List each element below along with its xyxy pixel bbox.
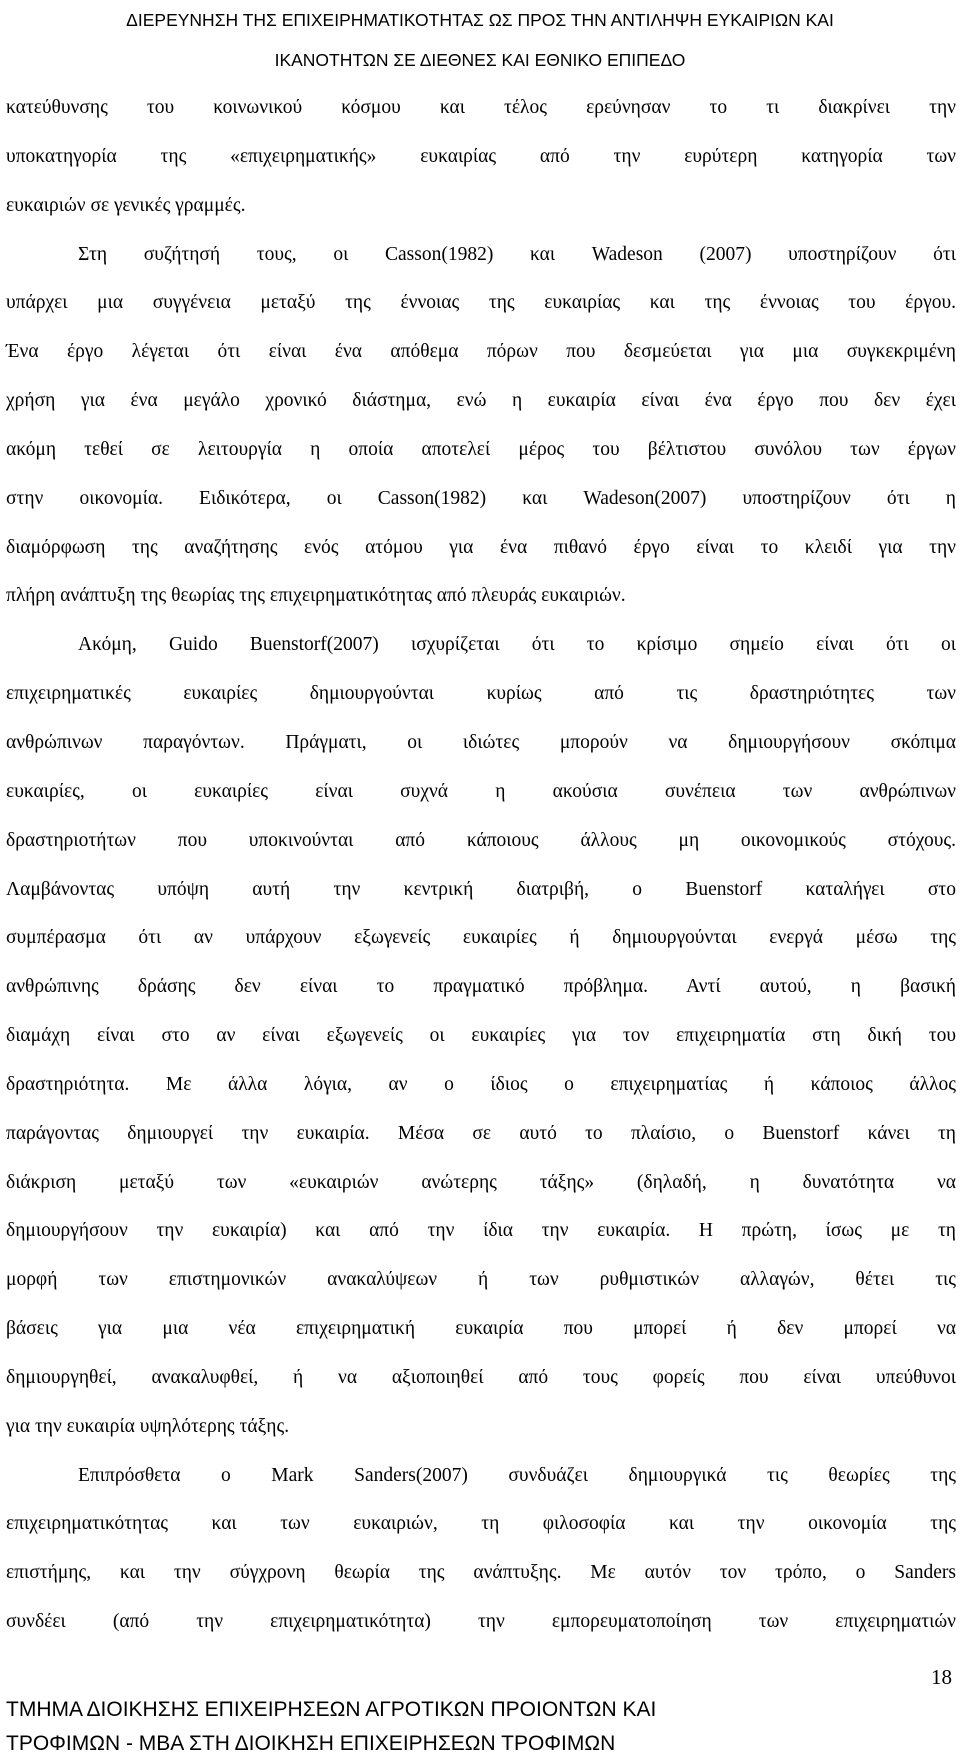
text-line: στην οικονομία. Ειδικότερα, οι Casson(1982) και Wadeson(2007) υποστηρίζουν ότι η: [6, 487, 956, 509]
text-line: δραστηριοτήτων που υποκινούνται από κάποιους άλλους μη οικονομικούς στόχους.: [6, 829, 956, 851]
text-line: για την ευκαιρία υψηλότερης τάξης.: [6, 1415, 290, 1437]
text-line: διαμάχη είναι στο αν είναι εξωγενείς οι ευκαιρίες για τον επιχειρηματία στη δική του: [6, 1025, 956, 1047]
text-line: υποκατηγορία της «επιχειρηματικής» ευκαιρίας από την ευρύτερη κατηγορία των: [6, 145, 956, 167]
text-line: ευκαιρίες, οι ευκαιρίες είναι συχνά η ακούσια συνέπεια των ανθρώπινων: [6, 780, 956, 802]
text-line: συμπέρασμα ότι αν υπάρχουν εξωγενείς ευκαιρίες ή δημιουργούνται ενεργά μέσω της: [6, 927, 956, 949]
text-line: χρήση για ένα μεγάλο χρονικό διάστημα, ενώ η ευκαιρία είναι ένα έργο που δεν έχει: [6, 390, 956, 412]
text-line: υπάρχει μια συγγένεια μεταξύ της έννοιας της ευκαιρίας και της έννοιας του έργου.: [6, 292, 956, 314]
body-text: [6, 84, 956, 1647]
header-line: ΔΙΕΡΕΥΝΗΣΗ ΤΗΣ ΕΠΙΧΕΙΡΗΜΑΤΙΚΟΤΗΤΑΣ ΩΣ ΠΡΟΣ ΤΗΝ ΑΝΤΙΛΗΨΗ ΕΥΚΑΙΡΙΩΝ ΚΑΙ: [126, 10, 834, 30]
text-line: ανθρώπινων παραγόντων. Πράγματι, οι ιδιώτες μπορούν να δημιουργήσουν σκόπιμα: [6, 731, 956, 753]
text-line: ανθρώπινης δράσης δεν είναι το πραγματικό πρόβλημα. Αντί αυτού, η βασική: [6, 976, 956, 998]
text-line: Λαμβάνοντας υπόψη αυτή την κεντρική διατριβή, ο Buenstorf καταλήγει στο: [6, 878, 956, 900]
text-line: συνδέει (από την επιχειρηματικότητα) την εμπορευματοποίηση των επιχειρηματιών: [6, 1611, 956, 1633]
text-line: δημιουργήσουν την ευκαιρία) και από την ίδια την ευκαιρία. Η πρώτη, ίσως με τη: [6, 1220, 956, 1242]
text-line: ευκαιριών σε γενικές γραμμές.: [6, 194, 246, 216]
paragraph-first-line: Ακόμη, Guido Buenstorf(2007) ισχυρίζεται ότι το κρίσιμο σημείο είναι ότι οι: [78, 634, 956, 656]
page-number: 18: [931, 1665, 952, 1689]
footer-line: ΤΡΟΦΙΜΩΝ - ΜΒΑ ΣΤΗ ΔΙΟΙΚΗΣΗ ΕΠΙΧΕΙΡΗΣΕΩΝ ΤΡΟΦΙΜΩΝ: [6, 1732, 616, 1755]
text-line: επιστήμης, και την σύγχρονη θεωρία της ανάπτυξης. Με αυτόν τον τρόπο, ο Sanders: [6, 1562, 956, 1584]
text-line: διάκριση μεταξύ των «ευκαιριών ανώτερης τάξης» (δηλαδή, η δυνατότητα να: [6, 1171, 956, 1193]
text-line: διαμόρφωση της αναζήτησης ενός ατόμου για ένα πιθανό έργο είναι το κλειδί για την: [6, 536, 956, 558]
page-header: [0, 0, 960, 80]
text-line: δημιουργηθεί, ανακαλυφθεί, ή να αξιοποιηθεί από τους φορείς που είναι υπεύθυνοι: [6, 1366, 956, 1388]
text-line: ακόμη τεθεί σε λειτουργία η οποία αποτελεί μέρος του βέλτιστου συνόλου των έργων: [6, 438, 956, 460]
text-line: επιχειρηματικές ευκαιρίες δημιουργούνται κυρίως από τις δραστηριότητες των: [6, 683, 956, 705]
text-line: βάσεις για μια νέα επιχειρηματική ευκαιρία που μπορεί ή δεν μπορεί να: [6, 1318, 956, 1340]
text-line: δραστηριότητα. Με άλλα λόγια, αν ο ίδιος ο επιχειρηματίας ή κάποιος άλλος: [6, 1073, 956, 1095]
paragraph-first-line: Επιπρόσθετα ο Mark Sanders(2007) συνδυάζει δημιουργικά τις θεωρίες της: [78, 1464, 956, 1486]
text-line: μορφή των επιστημονικών ανακαλύψεων ή των ρυθμιστικών αλλαγών, θέτει τις: [6, 1269, 956, 1291]
text-line: κατεύθυνσης του κοινωνικού κόσμου και τέλος ερεύνησαν το τι διακρίνει την: [6, 97, 956, 118]
text-line: επιχειρηματικότητας και των ευκαιριών, τη φιλοσοφία και την οικονομία της: [6, 1513, 956, 1535]
text-line: πλήρη ανάπτυξη της θεωρίας της επιχειρηματικότητας από πλευράς ευκαιριών.: [6, 585, 626, 607]
page-footer: [6, 1693, 926, 1761]
text-line: Ένα έργο λέγεται ότι είναι ένα απόθεμα πόρων που δεσμεύεται για μια συγκεκριμένη: [6, 341, 956, 363]
footer-line: ΤΜΗΜΑ ΔΙΟΙΚΗΣΗΣ ΕΠΙΧΕΙΡΗΣΕΩΝ ΑΓΡΟΤΙΚΩΝ ΠΡΟΙΟΝΤΩΝ ΚΑΙ: [6, 1698, 657, 1721]
paragraph-first-line: Στη συζήτησή τους, οι Casson(1982) και Wadeson (2007) υποστηρίζουν ότι: [78, 243, 956, 265]
text-line: παράγοντας δημιουργεί την ευκαιρία. Μέσα σε αυτό το πλαίσιο, ο Buenstorf κάνει τη: [6, 1122, 956, 1144]
header-line: ΙΚΑΝΟΤΗΤΩΝ ΣΕ ΔΙΕΘΝΕΣ ΚΑΙ ΕΘΝΙΚΟ ΕΠΙΠΕΔΟ: [274, 50, 686, 70]
